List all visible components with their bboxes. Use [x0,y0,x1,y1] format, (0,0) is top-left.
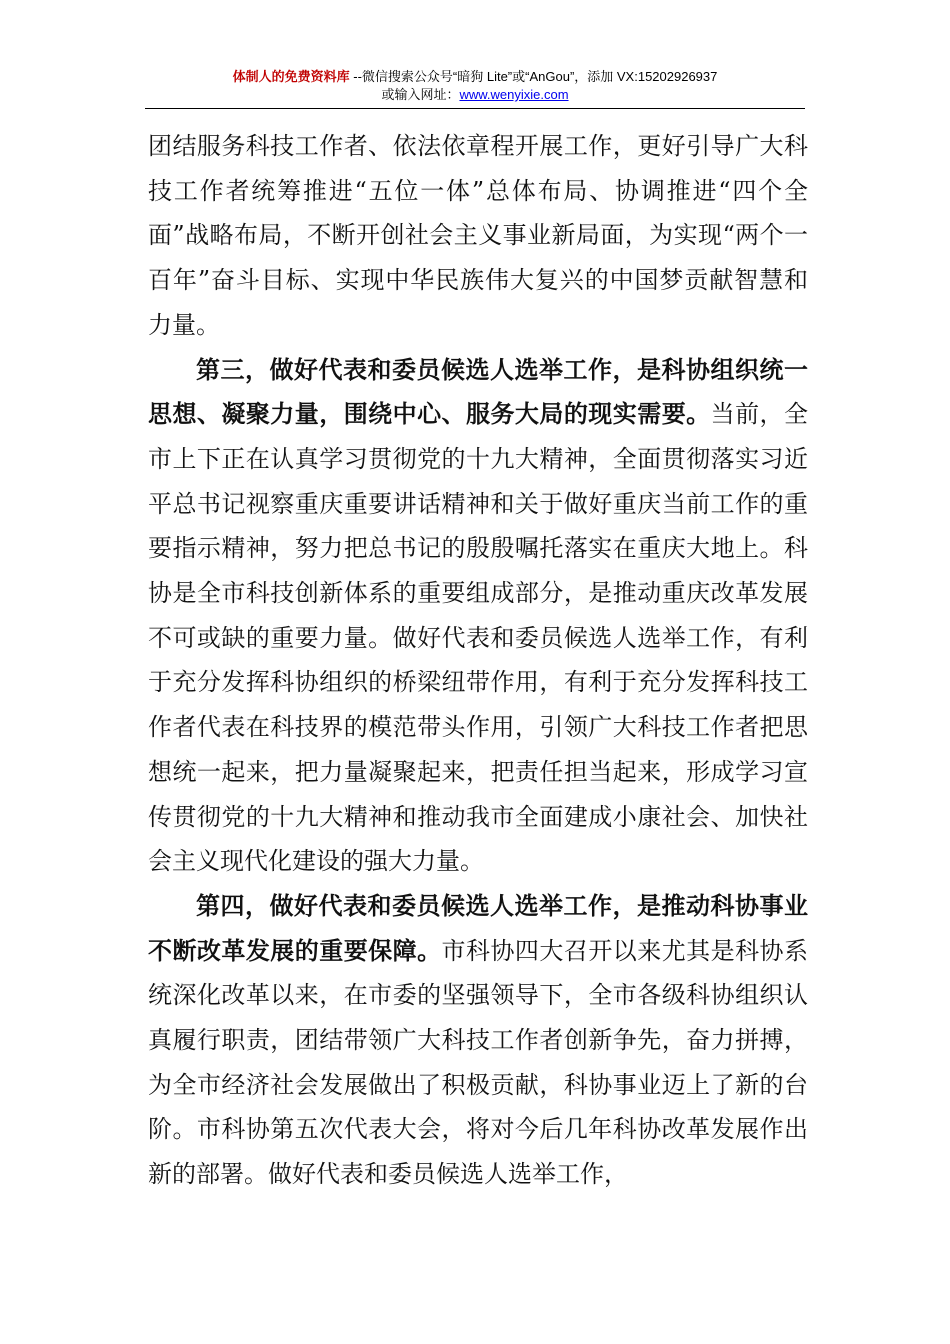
paragraph-3 [148,884,808,1197]
paragraph-1-text: 团结服务科技工作者、依法依章程开展工作，更好引导广大科技工作者统筹推进“五位一体”总体布局、协调推进“四个全面”战略布局，不断开创社会主义事业新局面，为实现“两个一百年”奋斗目标、实现中华民族伟大复兴的中国梦贡献智慧和力量。 [148,132,808,339]
paragraph-2-text: 当前，全市上下正在认真学习贯彻党的十九大精神，全面贯彻落实习近平总书记视察重庆重要讲话精神和关于做好重庆当前工作的重要指示精神，努力把总书记的殷殷嘱托落实在重庆大地上。科协是全市科技创新体系的重要组成部分，是推动重庆改革发展不可或缺的重要力量。做好代表和委员候选人选举工作，有利于充分发挥科协组织的桥梁纽带作用，有利于充分发挥科技工作者代表在科技界的模范带头作用，引领广大科技工作者把思想统一起来，把力量凝聚起来，把责任担当起来，形成学习宣传贯彻党的十九大精神和推动我市全面建成小康社会、加快社会主义现代化建设的强大力量。 [148,400,809,876]
paragraph-3-heading: 第四，做好代表和委员候选人选举工作，是推动科协事业不断改革发展的重要保障。 [148,890,808,965]
header-line-1 [145,68,805,86]
header-info: --微信搜索公众号“暗狗 Lite”或“AnGou”，添加 VX:15202926937 [349,69,718,84]
paragraph-1 [148,124,808,348]
header-brand: 体制人的免费资料库 [232,69,350,84]
header-url-link[interactable]: www.wenyixie.com [459,87,569,102]
paragraph-2-heading: 第三，做好代表和委员候选人选举工作，是科协组织统一思想、凝聚力量，围绕中心、服务大局的现实需要。 [148,354,808,429]
header-line-2 [145,86,805,104]
paragraph-3-text: 市科协四大召开以来尤其是科协系统深化改革以来，在市委的坚强领导下，全市各级科协组织认真履行职责，团结带领广大科技工作者创新争先，奋力拼搏，为全市经济社会发展做出了积极贡献，科协事业迈上了新的台阶。市科协第五次代表大会，将对今后几年科协改革发展作出新的部署。做好代表和委员候选人选举工作， [148,936,809,1189]
document-body [148,124,808,1197]
paragraph-2 [148,348,808,884]
page-header [145,68,805,104]
header-divider [145,108,805,109]
header-url-prefix: 或输入网址： [381,87,460,102]
